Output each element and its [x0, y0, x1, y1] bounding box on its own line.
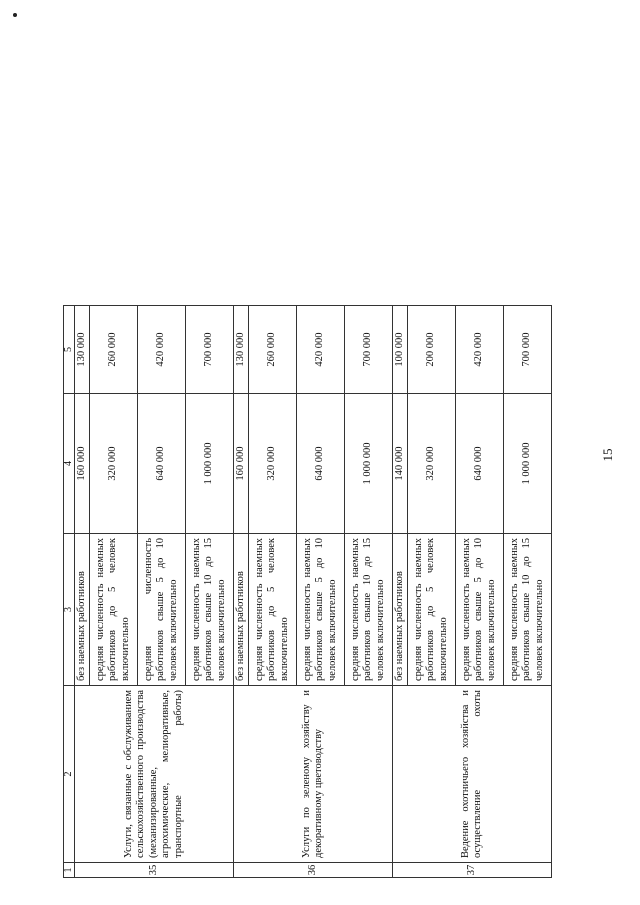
value-col5: 260 000 [249, 306, 297, 394]
condition-cell: средняя численность наемных работников до 5 человек включительно [90, 534, 138, 686]
value-col5: 260 000 [90, 306, 138, 394]
page-number: 15 [600, 448, 615, 462]
value-col4: 320 000 [249, 394, 297, 534]
value-col4: 160 000 [75, 394, 90, 534]
value-col4: 140 000 [393, 394, 408, 534]
activity-name: Услуги, связанные с обслуживанием сельскохозяйственного производства (механизированные, агрохимические, мелиоративные, транспортные работы) [75, 686, 234, 863]
value-col5: 130 000 [75, 306, 90, 394]
value-col4: 640 000 [456, 394, 504, 534]
value-col5: 420 000 [456, 306, 504, 394]
condition-cell: средняя численность наемных работников до 5 человек включительно [408, 534, 456, 686]
group-number: 36 [234, 863, 393, 878]
header-row [64, 306, 75, 878]
condition-cell: средняя численность наемных работников свыше 10 до 15 человек включительно [504, 534, 552, 686]
condition-cell: средняя численность работников свыше 5 до 10 человек включительно [138, 534, 186, 686]
value-col5: 100 000 [393, 306, 408, 394]
condition-cell: средняя численность наемных работников свыше 5 до 10 человек включительно [456, 534, 504, 686]
condition-cell: средняя численность наемных работников свыше 5 до 10 человек включительно [297, 534, 345, 686]
table-row [234, 306, 249, 878]
condition-cell: без наемных работников [75, 534, 90, 686]
col-header-5: 5 [64, 306, 75, 394]
value-col5: 700 000 [504, 306, 552, 394]
condition-cell: без наемных работников [393, 534, 408, 686]
tariff-table [63, 305, 552, 878]
group-number: 35 [75, 863, 234, 878]
condition-cell: без наемных работников [234, 534, 249, 686]
value-col4: 1 000 000 [345, 394, 393, 534]
col-header-4: 4 [64, 394, 75, 534]
value-col5: 200 000 [408, 306, 456, 394]
value-col4: 640 000 [297, 394, 345, 534]
activity-name: Услуги по зеленому хозяйству и декоративному цветоводству [234, 686, 393, 863]
group-number: 37 [393, 863, 552, 878]
activity-name: Ведение охотничьего хозяйства и осуществление охоты [393, 686, 552, 863]
condition-cell: средняя численность наемных работников свыше 10 до 15 человек включительно [345, 534, 393, 686]
col-header-2: 2 [64, 686, 75, 863]
value-col5: 420 000 [297, 306, 345, 394]
value-col5: 420 000 [138, 306, 186, 394]
condition-cell: средняя численность наемных работников до 5 человек включительно [249, 534, 297, 686]
value-col5: 700 000 [345, 306, 393, 394]
table-row [75, 306, 90, 878]
col-header-3: 3 [64, 534, 75, 686]
value-col4: 1 000 000 [186, 394, 234, 534]
condition-cell: средняя численность наемных работников свыше 10 до 15 человек включительно [186, 534, 234, 686]
value-col4: 320 000 [408, 394, 456, 534]
table-row [393, 306, 408, 878]
value-col5: 130 000 [234, 306, 249, 394]
value-col4: 320 000 [90, 394, 138, 534]
value-col4: 160 000 [234, 394, 249, 534]
value-col4: 640 000 [138, 394, 186, 534]
value-col5: 700 000 [186, 306, 234, 394]
col-header-1: 1 [64, 863, 75, 878]
value-col4: 1 000 000 [504, 394, 552, 534]
